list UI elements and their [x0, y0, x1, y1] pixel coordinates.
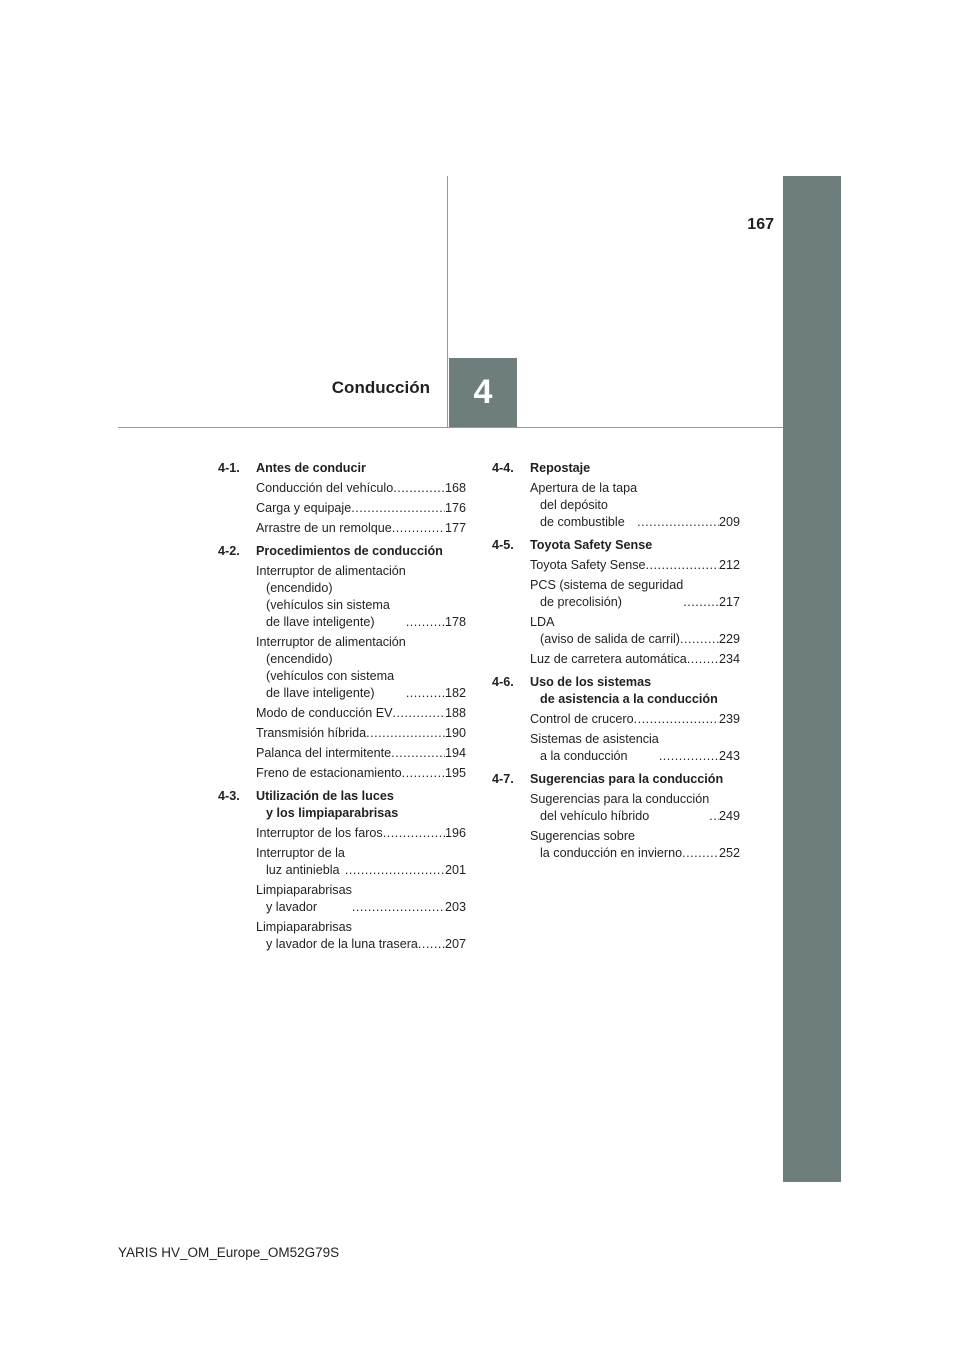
- entry-title-line: y lavador: [266, 900, 318, 914]
- entry-title-line: del depósito: [540, 498, 608, 512]
- entry-title: [256, 919, 418, 953]
- toc-entry[interactable]: [256, 500, 466, 517]
- entry-title-line: Interruptor de los faros: [256, 826, 383, 840]
- entry-title-line: Control de crucero: [530, 712, 634, 726]
- dot-leader: [687, 651, 719, 668]
- section-title: [530, 674, 740, 708]
- dot-leader: [393, 480, 445, 497]
- entry-title-line: de precolisión): [540, 595, 622, 609]
- entry-title: [256, 825, 383, 842]
- section-title-line: Utilización de las luces: [256, 789, 394, 803]
- entry-title-line: a la conducción: [540, 749, 628, 763]
- toc-section: [492, 537, 740, 668]
- chapter-side-tab: [783, 176, 841, 1182]
- section-heading: [492, 460, 740, 477]
- entry-title: [530, 828, 682, 862]
- toc-entry[interactable]: [256, 825, 466, 842]
- entry-title-line: Arrastre de un remolque: [256, 521, 392, 535]
- entry-page: 217: [718, 595, 740, 609]
- section-title-line: Antes de conducir: [256, 461, 366, 475]
- entry-title: [256, 563, 406, 631]
- toc-entry[interactable]: [256, 705, 466, 722]
- toc-entry[interactable]: [256, 520, 466, 537]
- entry-title-line: luz antiniebla: [266, 863, 340, 877]
- entry-title: [530, 731, 659, 765]
- section-number: 4-4.: [492, 461, 514, 475]
- toc-section: [218, 543, 466, 782]
- section-number: 4-7.: [492, 772, 514, 786]
- dot-leader: [418, 936, 445, 953]
- entry-title-line: Apertura de la tapa: [530, 481, 638, 495]
- entry-page: 239: [718, 712, 740, 726]
- dot-leader: [682, 845, 719, 862]
- entry-page: 196: [444, 826, 466, 840]
- entry-title-line: (aviso de salida de carril): [540, 632, 680, 646]
- entry-title-line: del vehículo híbrido: [540, 809, 650, 823]
- dot-leader: [392, 520, 445, 537]
- entry-page: 207: [444, 937, 466, 951]
- toc-section: [218, 460, 466, 537]
- chapter-title: Conducción: [331, 378, 430, 397]
- entry-title-line: Carga y equipaje: [256, 501, 352, 515]
- entry-title-line: Palanca del intermitente: [256, 746, 392, 760]
- entry-page: 195: [444, 766, 466, 780]
- section-heading: [218, 460, 466, 477]
- dot-leader: [637, 514, 719, 531]
- entry-title-line: Sugerencias para la conducción: [530, 792, 710, 806]
- toc-entry[interactable]: [256, 919, 466, 953]
- section-title-line: Procedimientos de conducción: [256, 544, 443, 558]
- entry-title: [256, 634, 406, 702]
- toc-entry[interactable]: [256, 480, 466, 497]
- entry-title-line: Luz de carretera automática: [530, 652, 687, 666]
- entry-title: [256, 520, 392, 537]
- footer-doc-id: YARIS HV_OM_Europe_OM52G79S: [118, 1245, 340, 1260]
- entry-title-line: Modo de conducción EV: [256, 706, 393, 720]
- entry-page: 201: [444, 863, 466, 877]
- entry-title-line: Interruptor de alimentación: [256, 635, 406, 649]
- entry-title-line: Toyota Safety Sense: [530, 558, 646, 572]
- entry-page: 229: [718, 632, 740, 646]
- entry-page: 209: [718, 515, 740, 529]
- chapter-number-box: 4: [449, 358, 517, 427]
- entry-title: [530, 480, 637, 531]
- entry-title-line: Conducción del vehículo: [256, 481, 394, 495]
- entry-title-line: de llave inteligente): [266, 686, 375, 700]
- entry-title-line: Limpiaparabrisas: [256, 920, 352, 934]
- dot-leader: [345, 862, 445, 879]
- entry-title-line: y lavador de la luna trasera: [266, 937, 418, 951]
- entry-title: [530, 614, 680, 648]
- entry-page: 252: [718, 846, 740, 860]
- entry-page: 194: [444, 746, 466, 760]
- toc-entry[interactable]: [256, 745, 466, 762]
- entry-title: [256, 500, 351, 517]
- entry-title-line: Transmisión híbrida: [256, 726, 367, 740]
- entry-page: 177: [444, 521, 466, 535]
- entry-page: 188: [444, 706, 466, 720]
- entry-title: [256, 725, 366, 742]
- toc-column-right: [492, 460, 740, 868]
- section-title-line: Sugerencias para la conducción: [530, 772, 724, 786]
- entry-title-line: (encendido): [266, 581, 333, 595]
- dot-leader: [680, 631, 719, 648]
- toc-entry[interactable]: [530, 614, 740, 648]
- entry-page: 178: [444, 615, 466, 629]
- dot-leader: [352, 899, 445, 916]
- section-heading: [218, 788, 466, 822]
- dot-leader: [383, 825, 445, 842]
- toc-entry[interactable]: [530, 828, 740, 862]
- entry-title-line: Sugerencias sobre: [530, 829, 636, 843]
- toc-column-left: [218, 460, 466, 959]
- dot-leader: [683, 594, 719, 611]
- entry-page: 212: [718, 558, 740, 572]
- toc-entry[interactable]: [256, 845, 466, 879]
- entry-title: [530, 651, 687, 668]
- entry-page: 243: [718, 749, 740, 763]
- entry-title: [256, 745, 391, 762]
- toc-section: [492, 460, 740, 531]
- section-title: [256, 460, 466, 477]
- section-title: [530, 771, 740, 788]
- section-title-line: Toyota Safety Sense: [530, 538, 653, 552]
- dot-leader: [406, 685, 445, 702]
- entry-title-line: (vehículos sin sistema: [266, 598, 390, 612]
- section-heading: [492, 771, 740, 788]
- section-title-line: Uso de los sistemas: [530, 675, 652, 689]
- section-heading: [218, 543, 466, 560]
- entry-title: [256, 845, 345, 879]
- entry-title-line: Freno de estacionamiento: [256, 766, 402, 780]
- toc-entry[interactable]: [256, 634, 466, 702]
- toc-entry[interactable]: [530, 651, 740, 668]
- entry-page: 203: [444, 900, 466, 914]
- dot-leader: [351, 500, 445, 517]
- section-title: [256, 543, 466, 560]
- dot-leader: [366, 725, 445, 742]
- vertical-rule: [447, 176, 448, 427]
- entry-page: 249: [718, 809, 740, 823]
- toc-entry[interactable]: [256, 725, 466, 742]
- toc-entry[interactable]: [530, 711, 740, 728]
- section-title: [256, 788, 466, 822]
- section-title-line: de asistencia a la conducción: [540, 692, 718, 706]
- entry-title-line: de combustible: [540, 515, 625, 529]
- section-title-line: Repostaje: [530, 461, 591, 475]
- dot-leader: [402, 765, 445, 782]
- toc-section: [218, 788, 466, 953]
- entry-title-line: (encendido): [266, 652, 333, 666]
- section-number: 4-1.: [218, 461, 240, 475]
- toc-entry[interactable]: [530, 731, 740, 765]
- entry-page: 168: [444, 481, 466, 495]
- entry-title: [530, 577, 683, 611]
- toc-entry[interactable]: [256, 882, 466, 916]
- entry-title: [530, 557, 646, 574]
- section-number: 4-3.: [218, 789, 240, 803]
- horizontal-rule: [118, 427, 783, 428]
- toc-entry[interactable]: [530, 791, 740, 825]
- dot-leader: [709, 808, 719, 825]
- toc-entry[interactable]: [530, 577, 740, 611]
- entry-title-line: (vehículos con sistema: [266, 669, 395, 683]
- dot-leader: [391, 745, 445, 762]
- dot-leader: [646, 557, 719, 574]
- section-heading: [492, 674, 740, 708]
- dot-leader: [634, 711, 719, 728]
- entry-page: 234: [718, 652, 740, 666]
- entry-title: [256, 882, 352, 916]
- section-heading: [492, 537, 740, 554]
- entry-title-line: LDA: [530, 615, 555, 629]
- toc-entry[interactable]: [530, 557, 740, 574]
- toc-entry[interactable]: [256, 765, 466, 782]
- entry-title-line: PCS (sistema de seguridad: [530, 578, 684, 592]
- entry-title-line: la conducción en invierno: [540, 846, 683, 860]
- entry-page: 190: [444, 726, 466, 740]
- section-number: 4-5.: [492, 538, 514, 552]
- entry-title-line: Limpiaparabrisas: [256, 883, 352, 897]
- entry-title: [530, 711, 634, 728]
- section-title: [530, 460, 740, 477]
- section-title-line: y los limpiaparabrisas: [266, 806, 399, 820]
- toc-section: [492, 674, 740, 765]
- entry-page: 176: [444, 501, 466, 515]
- section-number: 4-6.: [492, 675, 514, 689]
- toc-entry[interactable]: [530, 480, 740, 531]
- entry-title: [256, 480, 393, 497]
- entry-title: [530, 791, 709, 825]
- entry-title-line: de llave inteligente): [266, 615, 375, 629]
- toc-entry[interactable]: [256, 563, 466, 631]
- dot-leader: [393, 705, 445, 722]
- dot-leader: [659, 748, 719, 765]
- entry-title: [256, 705, 393, 722]
- entry-page: 182: [444, 686, 466, 700]
- entry-title-line: Sistemas de asistencia: [530, 732, 659, 746]
- entry-title-line: Interruptor de alimentación: [256, 564, 406, 578]
- toc-section: [492, 771, 740, 862]
- page-number: 167: [747, 216, 774, 233]
- dot-leader: [406, 614, 445, 631]
- entry-title-line: Interruptor de la: [256, 846, 345, 860]
- entry-title: [256, 765, 402, 782]
- section-number: 4-2.: [218, 544, 240, 558]
- section-title: [530, 537, 740, 554]
